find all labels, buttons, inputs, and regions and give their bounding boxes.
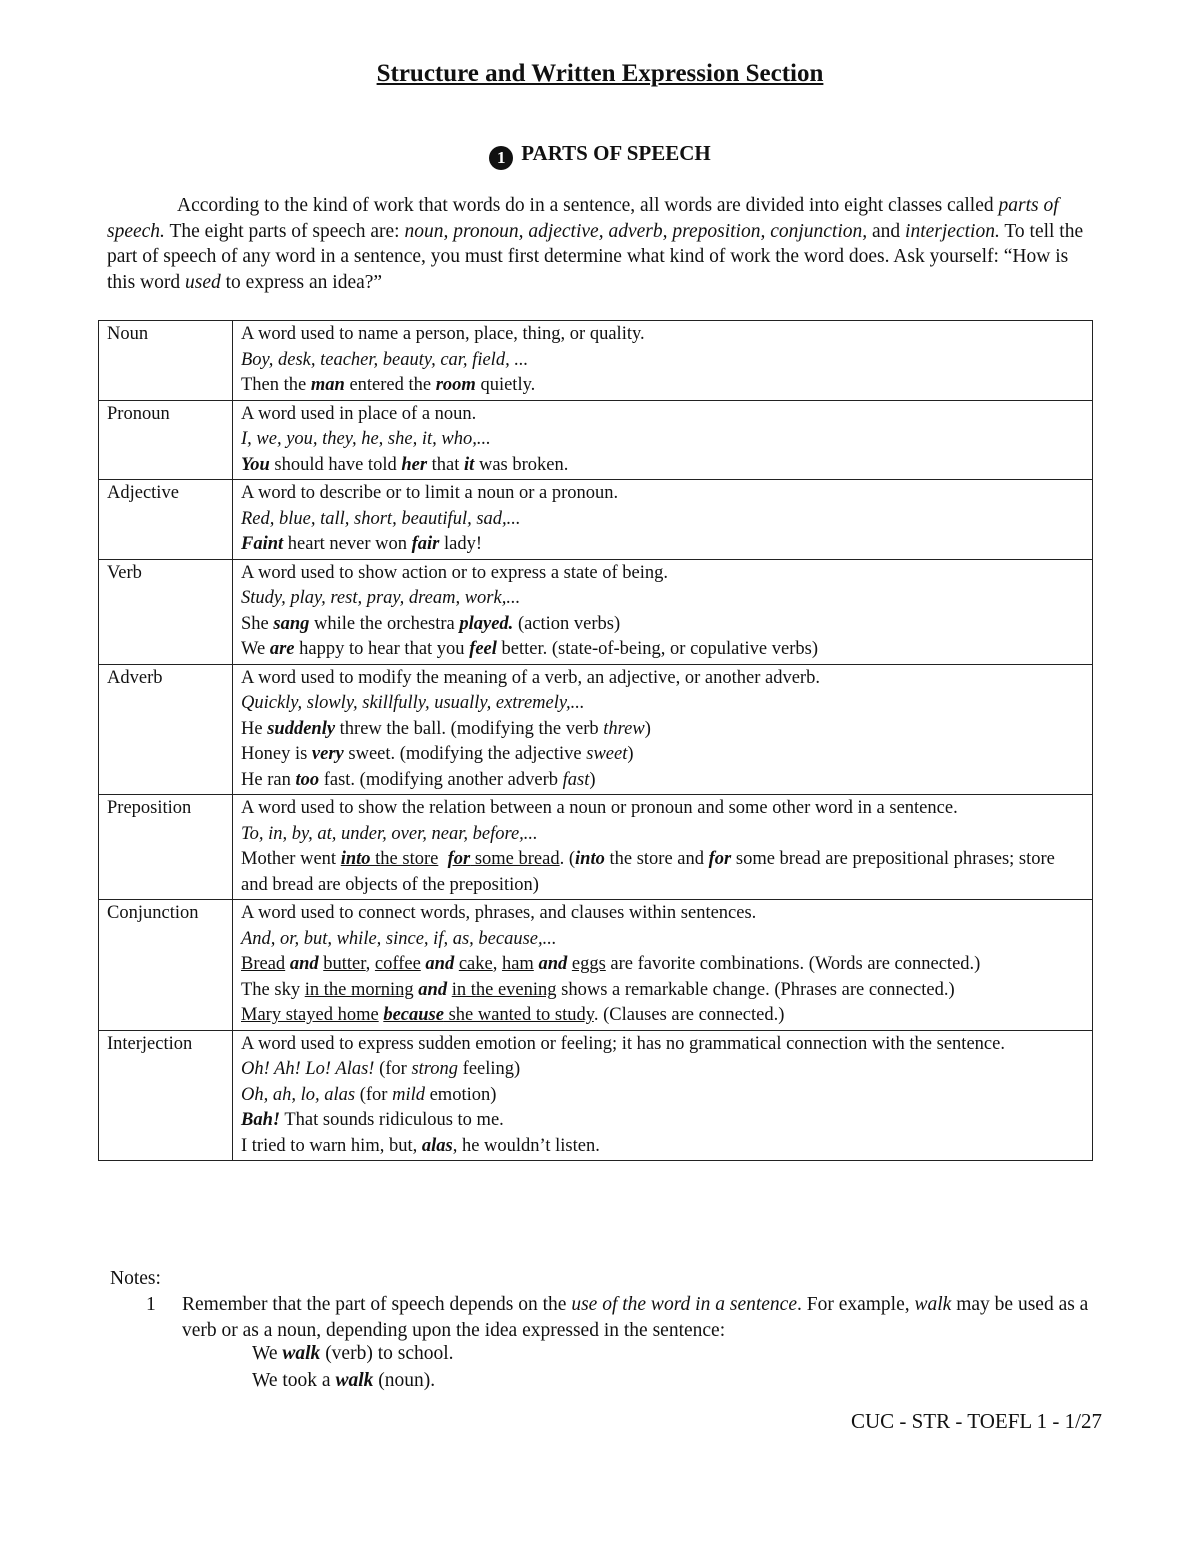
underlined-word: coffee bbox=[374, 954, 421, 974]
section-heading-text: PARTS OF SPEECH bbox=[521, 141, 711, 165]
table-row-interjection bbox=[99, 1030, 1093, 1161]
underlined-word: Bread bbox=[241, 954, 286, 974]
highlighted-word: and bbox=[425, 954, 455, 974]
term-cell: Interjection bbox=[99, 1030, 233, 1161]
note-example bbox=[252, 1343, 454, 1365]
italic-word: mild bbox=[392, 1084, 425, 1105]
highlighted-word: it bbox=[464, 454, 475, 475]
highlighted-word: for bbox=[708, 849, 732, 869]
sentence-text: Remember that the part of speech depends on the bbox=[182, 1294, 572, 1315]
example-sentence bbox=[241, 847, 1085, 898]
example-sentence bbox=[241, 742, 1085, 768]
definition: A word used in place of a noun. bbox=[241, 403, 477, 424]
sentence-text: We bbox=[252, 1343, 283, 1364]
examples: Study, play, rest, pray, dream, work,... bbox=[241, 588, 521, 608]
italic-word: fast bbox=[562, 769, 590, 790]
sentence-text: quietly. bbox=[475, 375, 536, 395]
example-sentence bbox=[241, 637, 1085, 663]
highlighted-word: because bbox=[383, 1005, 444, 1025]
definition: A word used to show action or to express a state of being. bbox=[241, 562, 668, 583]
highlighted-word: walk bbox=[282, 1343, 321, 1364]
term-cell: Verb bbox=[99, 559, 233, 664]
examples: To, in, by, at, under, over, near, before,... bbox=[241, 823, 538, 844]
italic-word: Oh! Ah! Lo! Alas! bbox=[241, 1059, 375, 1079]
sentence-text: shows a remarkable change. (Phrases are connected.) bbox=[556, 979, 955, 1000]
sentence-text: . For example, bbox=[796, 1294, 915, 1315]
sentence-text: sweet. (modifying the adjective bbox=[343, 744, 587, 764]
underlined-phrase: in the morning bbox=[304, 979, 414, 1000]
sentence-text: She bbox=[241, 613, 274, 634]
intro-text: The eight parts of speech are: bbox=[164, 220, 405, 242]
sentence-text: Then the bbox=[241, 375, 311, 395]
highlighted-word: fair bbox=[411, 534, 440, 554]
table-row-pronoun bbox=[99, 400, 1093, 480]
sentence-text: fast. (modifying another adverb bbox=[319, 769, 563, 790]
sentence-text: Mother went bbox=[241, 849, 341, 869]
section-heading bbox=[0, 141, 1200, 170]
sentence-text: heart never won bbox=[283, 534, 412, 554]
italic-word: sweet bbox=[586, 744, 628, 764]
sentence-text: (for bbox=[355, 1084, 393, 1105]
highlighted-word: and bbox=[289, 954, 319, 974]
highlighted-word: are bbox=[269, 639, 295, 659]
intro-text: According to the kind of work that words do in a sentence, all words are divided into eight classes called bbox=[177, 195, 999, 216]
example-sentence bbox=[241, 612, 1085, 638]
number-one-bullet-icon: 1 bbox=[489, 146, 513, 170]
highlighted-word: for bbox=[447, 849, 471, 869]
definition: A word used to show the relation between a noun or pronoun and some other word in a sentence. bbox=[241, 798, 958, 818]
intro-emphasis: used bbox=[185, 271, 221, 293]
sentence-text: ) bbox=[627, 744, 634, 764]
sentence-text: (noun). bbox=[373, 1370, 436, 1391]
sentence-text: some bread bbox=[470, 849, 560, 869]
sentence-text: , he wouldn’t listen. bbox=[452, 1135, 600, 1156]
italic-word: Oh, ah, lo, alas bbox=[241, 1084, 356, 1105]
definition-cell bbox=[233, 321, 1093, 401]
example-sentence bbox=[241, 768, 1085, 794]
example-sentence bbox=[241, 1003, 1085, 1029]
example-sentence bbox=[241, 1134, 1085, 1160]
sentence-text: The sky bbox=[241, 979, 305, 1000]
intro-emphasis: noun, pronoun, adjective, adverb, preposition, conjunction, bbox=[404, 220, 868, 242]
highlighted-word: Faint bbox=[241, 534, 284, 554]
note-example bbox=[252, 1370, 435, 1392]
examples bbox=[241, 1057, 1085, 1083]
sentence-text: ) bbox=[589, 769, 596, 790]
highlighted-word: into bbox=[340, 849, 371, 869]
definition: A word used to modify the meaning of a verb, an adjective, or another adverb. bbox=[241, 667, 820, 688]
example-sentence bbox=[241, 532, 1085, 558]
definition: A word used to name a person, place, thing, or quality. bbox=[241, 324, 645, 344]
highlighted-word: You bbox=[241, 454, 270, 475]
sentence-text: He ran bbox=[241, 769, 296, 790]
italic-word: walk bbox=[914, 1294, 952, 1315]
definition-cell bbox=[233, 664, 1093, 795]
note-item bbox=[146, 1292, 1106, 1344]
underlined-phrase: Mary stayed home bbox=[241, 1005, 379, 1025]
table-row-verb bbox=[99, 559, 1093, 664]
intro-paragraph bbox=[107, 193, 1099, 295]
sentence-text: are favorite combinations. (Words are connected.) bbox=[605, 954, 981, 974]
sentence-text: that bbox=[427, 454, 465, 475]
italic-word: use of the word in a sentence bbox=[571, 1294, 797, 1315]
highlighted-word: walk bbox=[335, 1370, 374, 1391]
intro-emphasis: interjection. bbox=[905, 220, 1000, 242]
underlined-phrase bbox=[341, 849, 439, 869]
sentence-text: better. (state-of-being, or copulative verbs) bbox=[496, 639, 818, 659]
sentence-text: while the orchestra bbox=[309, 613, 460, 634]
italic-word: threw bbox=[603, 718, 645, 739]
highlighted-word: feel bbox=[469, 639, 497, 659]
intro-emphasis: parts of speech. bbox=[107, 195, 1059, 242]
definition-cell bbox=[233, 400, 1093, 480]
term-cell: Noun bbox=[99, 321, 233, 401]
table-row-preposition bbox=[99, 795, 1093, 900]
example-sentence bbox=[241, 978, 1085, 1004]
sentence-text: emotion) bbox=[424, 1084, 497, 1105]
sentence-text: some bread are prepositional phrases; store and bread are objects of the preposition) bbox=[241, 849, 1055, 895]
sentence-text: We bbox=[241, 639, 270, 659]
definition: A word to describe or to limit a noun or a pronoun. bbox=[241, 483, 619, 503]
intro-text: and bbox=[867, 220, 906, 242]
note-number: 1 bbox=[146, 1294, 156, 1315]
definition: A word used to connect words, phrases, and clauses within sentences. bbox=[241, 903, 757, 923]
sentence-text: That sounds ridiculous to me. bbox=[280, 1110, 504, 1130]
sentence-text: feeling) bbox=[458, 1059, 521, 1079]
highlighted-word: into bbox=[575, 849, 605, 869]
sentence-text: entered the bbox=[344, 375, 436, 395]
definition-cell bbox=[233, 480, 1093, 560]
definition-cell bbox=[233, 900, 1093, 1031]
sentence-text: I tried to warn him, but, bbox=[241, 1135, 422, 1156]
parts-of-speech-table bbox=[98, 320, 1093, 1161]
example-sentence bbox=[241, 1108, 1085, 1134]
page-footer: CUC - STR - TOEFL 1 - 1/27 bbox=[850, 1409, 1102, 1433]
notes-label: Notes: bbox=[110, 1268, 161, 1289]
sentence-text: . ( bbox=[559, 849, 576, 869]
examples: Boy, desk, teacher, beauty, car, field, ... bbox=[241, 349, 529, 370]
italic-word: strong bbox=[411, 1059, 459, 1079]
underlined-phrase: she wanted to study bbox=[443, 1005, 594, 1025]
examples: Red, blue, tall, short, beautiful, sad,... bbox=[241, 508, 521, 529]
highlighted-word: room bbox=[435, 375, 476, 395]
highlighted-word: too bbox=[295, 769, 320, 790]
examples: I, we, you, they, he, she, it, who,... bbox=[241, 429, 491, 449]
example-sentence: Bread and butter, coffee and cake, ham and eggs are favorite combinations. (Words are connected.) bbox=[241, 954, 981, 974]
sentence-text: may be used as a verb or as a noun, depending upon the idea expressed in the sentence: bbox=[182, 1294, 1089, 1341]
highlighted-word: her bbox=[401, 454, 428, 475]
highlighted-word: Bah! bbox=[241, 1110, 281, 1130]
underlined-word: butter bbox=[323, 954, 366, 974]
definition: A word used to express sudden emotion or feeling; it has no grammatical connection with the sentence. bbox=[241, 1033, 1005, 1054]
highlighted-word: man bbox=[310, 375, 345, 395]
sentence-text: We took a bbox=[252, 1370, 336, 1391]
highlighted-word: alas bbox=[421, 1135, 453, 1156]
highlighted-word: sang bbox=[273, 613, 310, 634]
intro-text: To tell the part of speech of any word in a sentence, you must first determine what kind of work the word does. Ask yourself: “How is this word bbox=[107, 220, 1084, 293]
sentence-text: (for bbox=[374, 1059, 412, 1079]
examples: And, or, but, while, since, if, as, because,... bbox=[241, 928, 557, 949]
intro-text: to express an idea?” bbox=[220, 271, 383, 293]
highlighted-word: very bbox=[311, 744, 344, 764]
definition-cell bbox=[233, 1030, 1093, 1161]
examples bbox=[241, 1083, 1085, 1109]
underlined-word: ham bbox=[501, 954, 534, 974]
document-title: Structure and Written Expression Section bbox=[376, 60, 824, 87]
sentence-text: happy to hear that you bbox=[294, 639, 470, 659]
underlined-word: eggs bbox=[571, 954, 606, 974]
definition-cell bbox=[233, 795, 1093, 900]
term-cell: Conjunction bbox=[99, 900, 233, 1031]
sentence-text: . (Clauses are connected.) bbox=[593, 1005, 785, 1025]
highlighted-word: played. bbox=[459, 613, 514, 634]
underlined-phrase bbox=[448, 849, 560, 869]
underlined-phrase: in the evening bbox=[451, 979, 557, 1000]
sentence-text: ) bbox=[644, 718, 651, 739]
highlighted-word: suddenly bbox=[267, 718, 336, 739]
examples: Quickly, slowly, skillfully, usually, extremely,... bbox=[241, 693, 585, 713]
term-cell: Adverb bbox=[99, 664, 233, 795]
term-cell: Adjective bbox=[99, 480, 233, 560]
note-text bbox=[182, 1292, 1106, 1344]
sentence-text: (action verbs) bbox=[513, 613, 621, 634]
table-row-conjunction bbox=[99, 900, 1093, 1031]
highlighted-word: and bbox=[538, 954, 568, 974]
example-sentence bbox=[241, 717, 1085, 743]
definition-cell bbox=[233, 559, 1093, 664]
sentence-text: lady! bbox=[439, 534, 482, 554]
sentence-text: should have told bbox=[269, 454, 402, 475]
sentence-text: Honey is bbox=[241, 744, 312, 764]
highlighted-word: and bbox=[418, 979, 448, 1000]
term-cell: Preposition bbox=[99, 795, 233, 900]
table-row-adjective bbox=[99, 480, 1093, 560]
sentence-text: (verb) to school. bbox=[320, 1343, 454, 1364]
table-row-noun bbox=[99, 321, 1093, 401]
sentence-text: was broken. bbox=[474, 454, 569, 475]
sentence-text: the store bbox=[370, 849, 439, 869]
sentence-text: threw the ball. (modifying the verb bbox=[335, 718, 604, 739]
term-cell: Pronoun bbox=[99, 400, 233, 480]
underlined-word: cake bbox=[458, 954, 493, 974]
sentence-text: the store and bbox=[604, 849, 709, 869]
table-row-adverb bbox=[99, 664, 1093, 795]
example-sentence bbox=[241, 453, 1085, 479]
sentence-text: He bbox=[241, 718, 268, 739]
example-sentence bbox=[241, 373, 1085, 399]
